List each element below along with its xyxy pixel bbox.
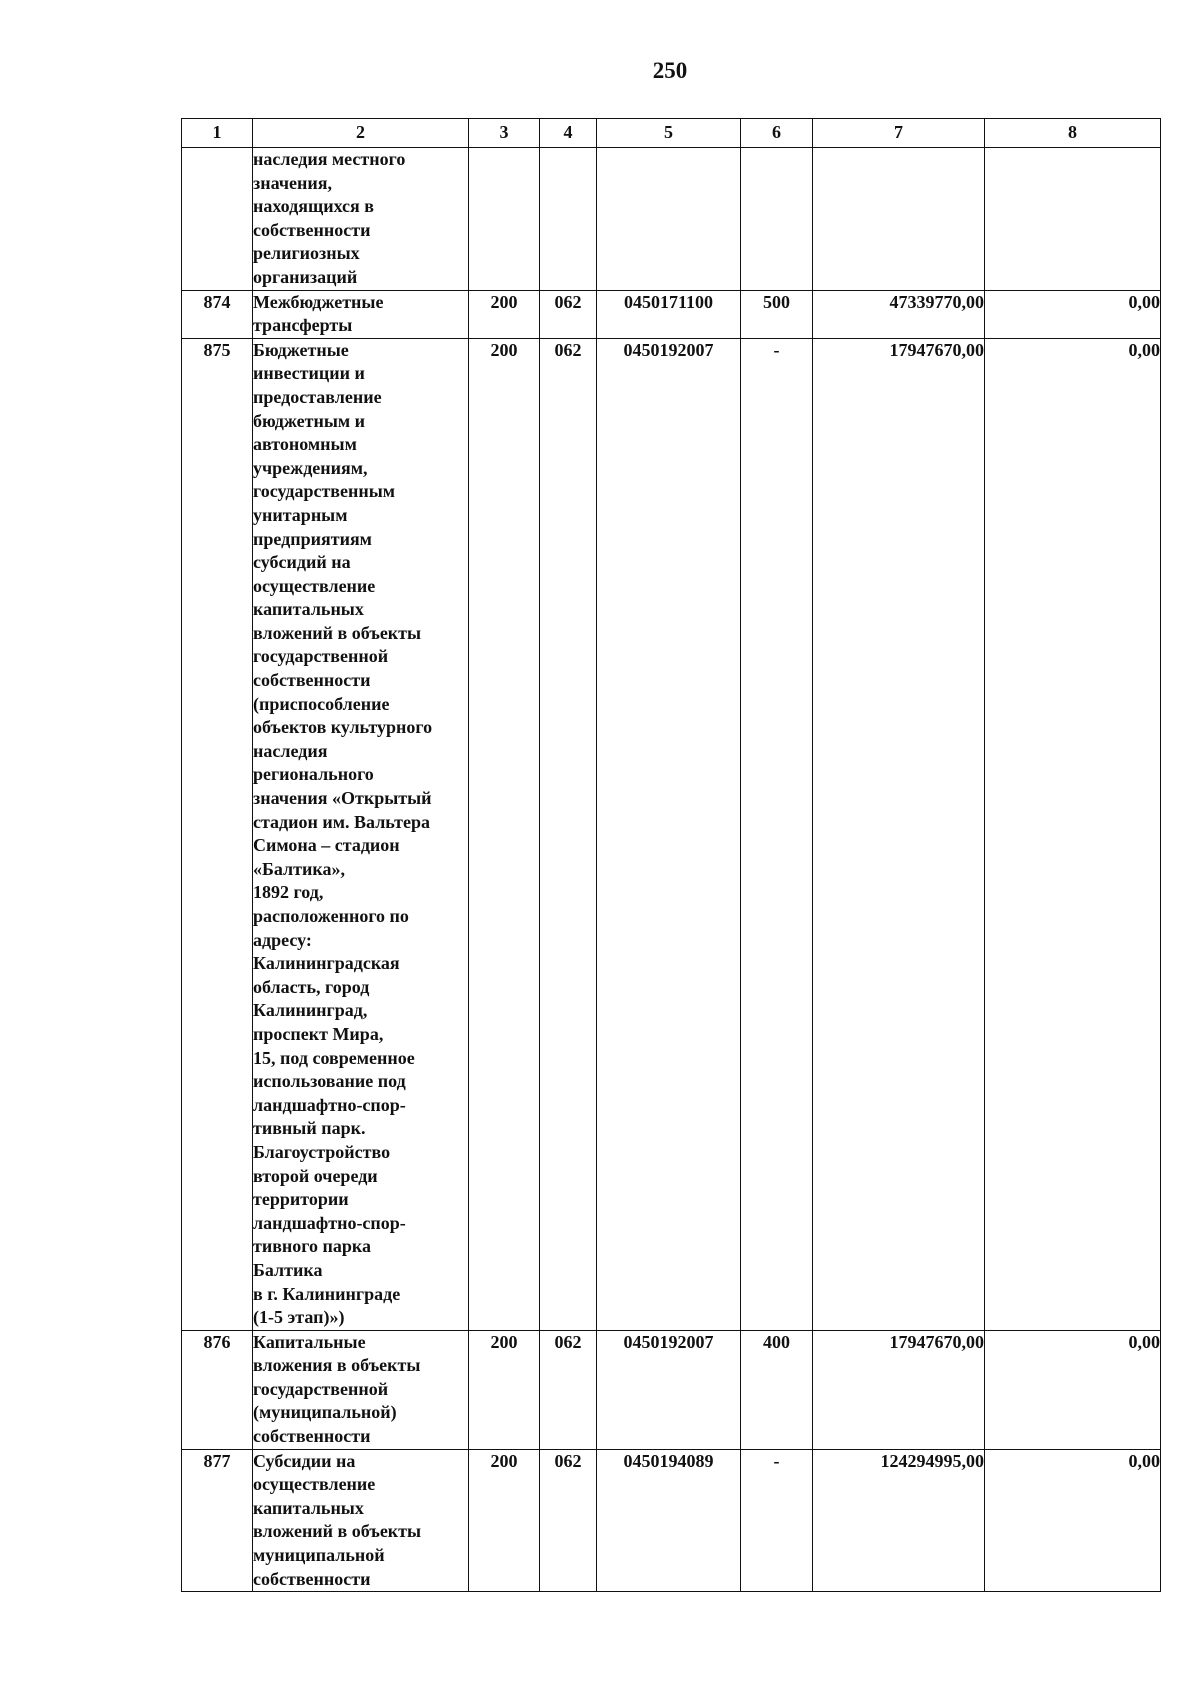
- header-row: [182, 119, 1161, 148]
- cell-col8: 0,00: [985, 1330, 1161, 1449]
- row-number: 874: [182, 290, 253, 338]
- cell-col6: 500: [741, 290, 813, 338]
- header-cell: 8: [985, 119, 1161, 148]
- table-row: [182, 148, 1161, 291]
- cell-col5: 0450192007: [597, 338, 741, 1330]
- header-cell: 7: [813, 119, 985, 148]
- row-number: [182, 148, 253, 291]
- row-name: Межбюджетные трансферты: [253, 290, 469, 338]
- row-number: 876: [182, 1330, 253, 1449]
- cell-col3: 200: [469, 1330, 540, 1449]
- cell-col6: -: [741, 1449, 813, 1592]
- cell-col8: [985, 148, 1161, 291]
- row-number: 875: [182, 338, 253, 1330]
- header-cell: 4: [540, 119, 597, 148]
- cell-col3: [469, 148, 540, 291]
- cell-col7: 47339770,00: [813, 290, 985, 338]
- header-cell: 2: [253, 119, 469, 148]
- cell-col6: 400: [741, 1330, 813, 1449]
- header-cell: 1: [182, 119, 253, 148]
- cell-col4: [540, 148, 597, 291]
- header-cell: 3: [469, 119, 540, 148]
- cell-col5: 0450194089: [597, 1449, 741, 1592]
- cell-col6: [741, 148, 813, 291]
- table-row: [182, 338, 1161, 1330]
- cell-col7: 124294995,00: [813, 1449, 985, 1592]
- cell-col3: 200: [469, 1449, 540, 1592]
- cell-col8: 0,00: [985, 290, 1161, 338]
- row-name: Субсидии на осуществление капитальных вложений в объекты муниципальной собственности: [253, 1449, 469, 1592]
- table-row: [182, 1330, 1161, 1449]
- cell-col6: -: [741, 338, 813, 1330]
- cell-col4: 062: [540, 1330, 597, 1449]
- row-name: наследия местного значения, находящихся в собственности религиозных организаций: [253, 148, 469, 291]
- cell-col4: 062: [540, 338, 597, 1330]
- cell-col4: 062: [540, 290, 597, 338]
- page-number: 250: [652, 58, 688, 83]
- cell-col8: 0,00: [985, 1449, 1161, 1592]
- table-row: [182, 1449, 1161, 1592]
- cell-col3: 200: [469, 290, 540, 338]
- table-row: [182, 290, 1161, 338]
- header-cell: 5: [597, 119, 741, 148]
- cell-col5: [597, 148, 741, 291]
- row-number: 877: [182, 1449, 253, 1592]
- cell-col7: 17947670,00: [813, 338, 985, 1330]
- cell-col8: 0,00: [985, 338, 1161, 1330]
- row-name: Бюджетные инвестиции и предоставление бюджетным и автономным учреждениям, государственным унитарным предприятиям субсидий на осуществление капитальных вложений в объекты государственной собственности (приспособление объектов культурного наследия регионального значения «Открытый стадион им. Вальтера Симона – стадион «Балтика», 1892 год, расположенного по адресу: Калининградская область, город Калининград, проспект Мира, 15, под современное использование под ландшафтно-спор- тивный парк. Благоустройство второй очереди территории ландшафтно-спор- тивного парка Балтика в г. Калининграде (1-5 этап)»): [253, 338, 469, 1330]
- cell-col5: 0450171100: [597, 290, 741, 338]
- cell-col3: 200: [469, 338, 540, 1330]
- header-cell: 6: [741, 119, 813, 148]
- budget-table: [181, 118, 1161, 1592]
- cell-col7: 17947670,00: [813, 1330, 985, 1449]
- cell-col4: 062: [540, 1449, 597, 1592]
- cell-col5: 0450192007: [597, 1330, 741, 1449]
- cell-col7: [813, 148, 985, 291]
- row-name: Капитальные вложения в объекты государственной (муниципальной) собственности: [253, 1330, 469, 1449]
